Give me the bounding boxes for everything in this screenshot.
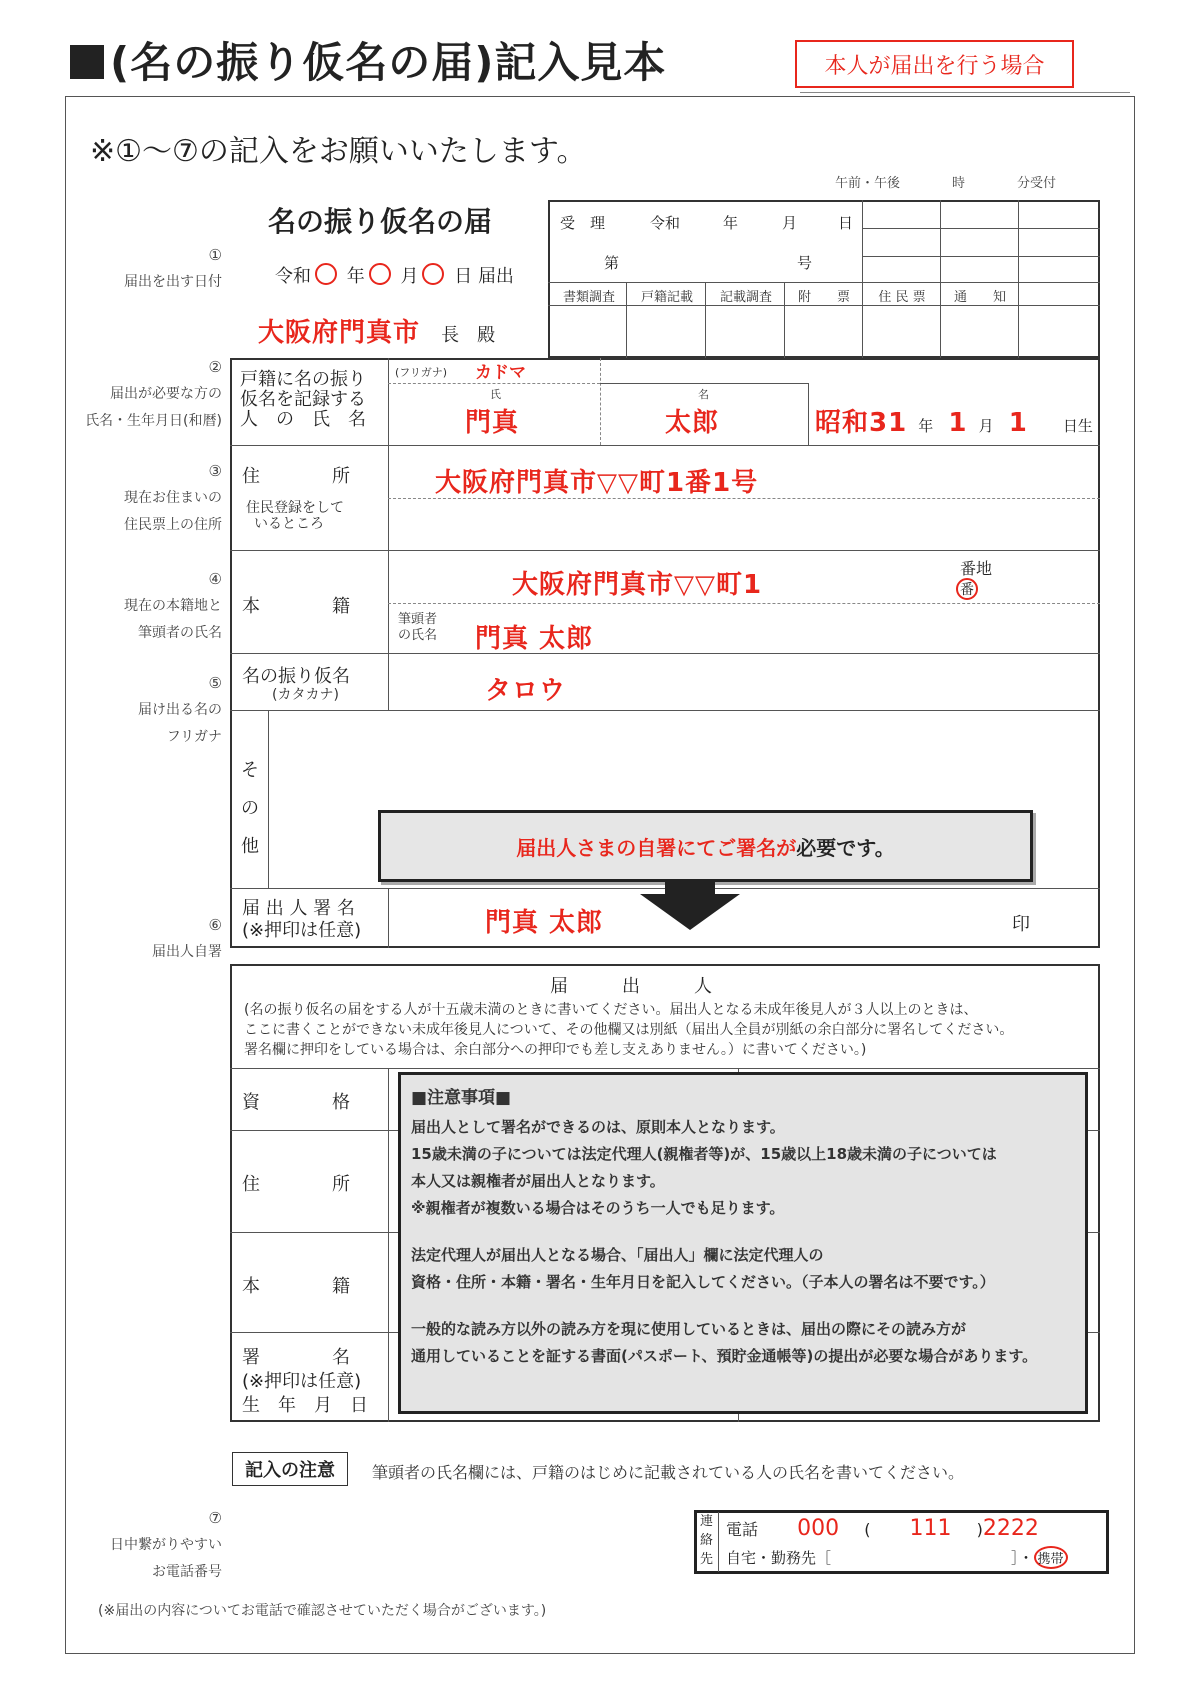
notifier-honseki-label: 本 籍 (242, 1276, 350, 1297)
furigana-label: (フリガナ) (395, 366, 448, 379)
chiban-label: 番地 (960, 559, 993, 578)
title-block (70, 30, 666, 90)
form-title: 名の振り仮名の届 (268, 205, 493, 238)
title-rule (800, 92, 1130, 93)
notifier-qualification-label: 資 格 (242, 1092, 350, 1113)
notifier-heading: 届 出 人 (550, 976, 712, 997)
circle-mark-icon (369, 263, 391, 285)
entry-note-text: 筆頭者の氏名欄には、戸籍のはじめに記載されている人の氏名を書いてください。 (372, 1463, 965, 1482)
other-label: そ の 他 (241, 760, 259, 857)
birthdate-line: 昭和31 年 1 月 1 日生 (815, 408, 1093, 438)
seal-label: 印 (1012, 914, 1030, 935)
reading-label: 名の振り仮名 (242, 666, 350, 687)
address-label: 住 所 (242, 466, 350, 487)
ban-circled: 番 (956, 578, 978, 600)
given-name-value: 太郎 (665, 408, 720, 438)
notice-box: ■注意事項■ 届出人として署名ができるのは、原則本人となります。 15歳未満の子については法定代理人(親権者等)が、15歳以上18歳未満の子については 本人又は親権者が届出人となります。 ※親権者が複数いる場合はそのうち一人でも足ります。 法定代理人が届出人となる場合、「届出人」欄に法定代理人の 資格・住所・本籍・署名・生年月日を記入してください。（子本人の署名は不要です。） 一般的な読み方以外の読み方を現に使用しているときは、届出の際にその読み方が 通用していることを証する書面(パスポート、預貯金通帳等)の提出が必要な場合があります。 (398, 1072, 1088, 1414)
contact-side-label: 連 絡 先 (700, 1514, 714, 1567)
phone-line: 電話 000 ( 111 )2222 (726, 1516, 1039, 1541)
reading-value: タロウ (485, 676, 567, 706)
phone-type-line: 自宅・勤務先［ ］・ 携帯 (726, 1546, 1068, 1569)
mayor-line: 大阪府門真市 長 殿 (258, 318, 496, 348)
circle-mark-icon (422, 263, 444, 285)
title-square-icon (70, 45, 104, 79)
person-row-label: 戸籍に名の振り 仮名を記録する 人 の 氏 名 (240, 369, 366, 430)
phone-local: 111 (909, 1516, 952, 1541)
reception-time: 午前・午後 時 分受付 (835, 176, 1057, 191)
section-5-label: ⑤ 届け出る名の フリガナ (138, 674, 222, 745)
case-badge: 本人が届出を行う場合 (795, 40, 1074, 88)
date-line: 令和 年 月 日 届出 (275, 262, 514, 288)
office-receipt-label: 受 理 (560, 214, 606, 232)
office-reiwa-label: 令和 (650, 214, 681, 232)
section-7-label: ⑦ 日中繋がりやすい お電話番号 (110, 1509, 222, 1580)
signature-callout: 届出人さまの自署にてご署名が 必要です。 (378, 810, 1033, 882)
surname-value: 門真 (465, 408, 520, 438)
honseki-value: 大阪府門真市▽▽町1 (512, 570, 763, 600)
mayor-city: 大阪府門真市 (258, 318, 421, 348)
page-title: (名の振り仮名の届)記入見本 (110, 38, 667, 87)
mobile-circled: 携帯 (1034, 1546, 1068, 1569)
office-col: 住 民 票 (878, 290, 926, 305)
section-1-label: ① 届出を出す日付 (124, 246, 222, 290)
notifier-note: (名の振り仮名の届をする人が十五歳未満のときに書いてください。届出人となる未成年後見人が３人以上のときは、 ここに書くことができない未成年後見人について、その他欄又は別紙（届出人全員が別紙の余白部分に署名してください。 署名欄に押印をしている場合は、余白部分への押印でも差し支えありません。）に書いてください。) (244, 1002, 1014, 1058)
head-of-family-value: 門真 太郎 (475, 624, 594, 654)
phone-area: 000 (797, 1516, 840, 1541)
section-4-label: ④ 現在の本籍地と 筆頭者の氏名 (124, 570, 222, 641)
section-6-label: ⑥ 届出人自署 (152, 916, 222, 960)
furigana-value: カドマ (475, 363, 526, 383)
office-col: 記載調査 (719, 290, 772, 305)
address-sub-label: 住民登録をして いるところ (246, 500, 344, 532)
entry-note-badge: 記入の注意 (232, 1452, 348, 1486)
section-2-label: ② 届出が必要な方の 氏名・生年月日(和暦) (85, 358, 222, 429)
arrow-down-icon (640, 880, 740, 930)
address-value: 大阪府門真市▽▽町1番1号 (435, 468, 759, 498)
office-col: 通 知 (953, 290, 1006, 305)
signature-value: 門真 太郎 (485, 908, 604, 938)
office-col: 戸籍記載 (640, 290, 693, 305)
circle-mark-icon (315, 263, 337, 285)
honseki-label: 本 籍 (242, 596, 350, 617)
head-of-family-label: 筆頭者 の氏名 (398, 612, 438, 643)
section-3-label: ③ 現在お住まいの 住民票上の住所 (124, 462, 222, 533)
office-col: 附 票 (797, 290, 850, 305)
footer-note: (※届出の内容についてお電話で確認させていただく場合がございます。) (98, 1603, 547, 1619)
instruction-text: ※①〜⑦の記入をお願いいたします。 (90, 134, 587, 169)
signature-label: 届 出 人 署 名 (※押印は任意) (242, 898, 362, 941)
notifier-signature-label: 署 名 (※押印は任意) 生 年 月 日 (242, 1347, 368, 1416)
phone-number: 2222 (982, 1516, 1039, 1541)
office-col: 書類調査 (562, 290, 615, 305)
notifier-address-label: 住 所 (242, 1174, 350, 1195)
notice-title: ■注意事項■ (411, 1088, 512, 1108)
